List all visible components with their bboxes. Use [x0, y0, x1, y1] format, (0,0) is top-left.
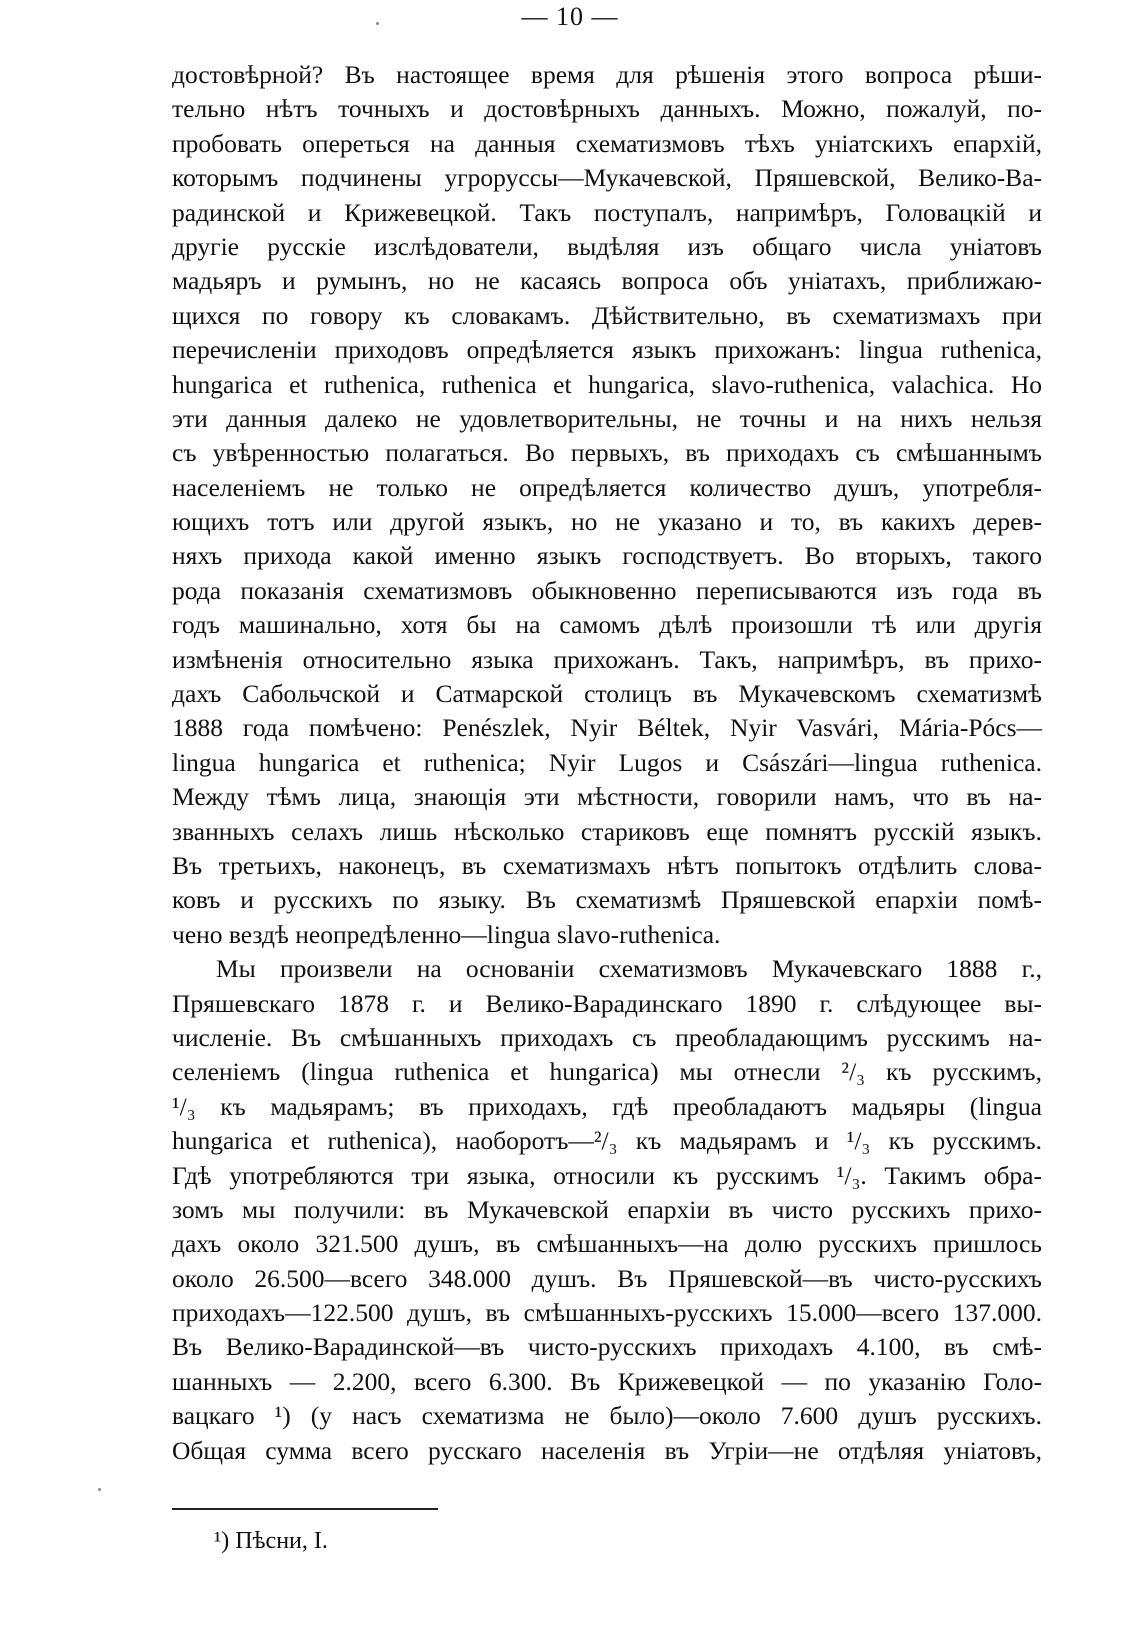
- text-line: Гдѣ употребляются три языка, относили къ русскимъ ¹/₃. Такимъ обра-: [172, 1160, 1042, 1190]
- text-line: ковъ и русскихъ по языку. Въ схематизмѣ Пряшевской епархіи помѣ-: [172, 885, 1042, 915]
- text-line: Мы произвели на основаніи схематизмовъ Мукачевскаго 1888 г.,: [216, 954, 1042, 984]
- text-line: селеніемъ (lingua ruthenica et hungarica) мы отнесли ²/₃ къ русскимъ,: [172, 1057, 1042, 1087]
- text-line: радинской и Крижевецкой. Такъ поступалъ, напримѣръ, Головацкій и: [172, 197, 1042, 227]
- text-line: чено вездѣ неопредѣленно—lingua slavo-ruthenica.: [172, 919, 721, 949]
- text-line: 1888 года помѣчено: Penészlek, Nyir Béltek, Nyir Vasvári, Mária-Pócs—: [172, 713, 1042, 743]
- footnote: ¹) Пѣсни, I.: [214, 1528, 328, 1554]
- text-line: эти данныя далеко не удовлетворительны, не точны и на нихъ нельзя: [172, 403, 1042, 433]
- text-line: тельно нѣтъ точныхъ и достовѣрныхъ данныхъ. Можно, пожалуй, по-: [172, 94, 1042, 124]
- text-line: Между тѣмъ лица, знающія эти мѣстности, говорили намъ, что въ на-: [172, 782, 1042, 812]
- text-line: званныхъ селахъ лишь нѣсколько стариковъ еще помнятъ русскій языкъ.: [172, 816, 1042, 846]
- text-line: Въ Велико-Варадинской—въ чисто-русскихъ приходахъ 4.100, въ смѣ-: [172, 1332, 1042, 1362]
- text-line: рода показанія схематизмовъ обыкновенно переписываются изъ года въ: [172, 575, 1042, 605]
- text-line: ющихъ тотъ или другой языкъ, но не указано и то, въ какихъ дерев-: [172, 507, 1042, 537]
- text-line: численіе. Въ смѣшанныхъ приходахъ съ преобладающимъ русскимъ на-: [172, 1022, 1042, 1052]
- text-line: няхъ прихода какой именно языкъ господствуетъ. Во вторыхъ, такого: [172, 541, 1042, 571]
- page-number: — 10 —: [521, 2, 619, 31]
- text-line: шанныхъ — 2.200, всего 6.300. Въ Крижевецкой — по указанію Голо-: [172, 1366, 1042, 1396]
- text-line: hungarica et ruthenica), наоборотъ—²/₃ къ мадьярамъ и ¹/₃ къ русскимъ.: [172, 1126, 1042, 1156]
- text-line: зомъ мы получили: въ Мукачевской епархіи въ чисто русскихъ прихо-: [172, 1194, 1042, 1224]
- text-line: ¹/₃ къ мадьярамъ; въ приходахъ, гдѣ преобладаютъ мадьяры (lingua: [172, 1091, 1042, 1121]
- scan-speck: [376, 22, 379, 25]
- text-line: Пряшевскаго 1878 г. и Велико-Варадинскаго 1890 г. слѣдующее вы-: [172, 988, 1042, 1018]
- text-line: hungarica et ruthenica, ruthenica et hungarica, slavo-ruthenica, valachica. Но: [172, 369, 1042, 399]
- text-line: вацкаго ¹) (у насъ схематизма не было)—около 7.600 душъ русскихъ.: [172, 1401, 1042, 1431]
- text-line: Въ третьихъ, наконецъ, въ схематизмахъ нѣтъ попытокъ отдѣлить слова-: [172, 850, 1042, 880]
- text-line: дахъ около 321.500 душъ, въ смѣшанныхъ—на долю русскихъ пришлось: [172, 1229, 1042, 1259]
- text-line: годъ машинально, хотя бы на самомъ дѣлѣ произошли тѣ или другія: [172, 610, 1042, 640]
- text-line: населеніемъ не только не опредѣляется количество душъ, употребля-: [172, 472, 1042, 502]
- footnote-divider: [172, 1508, 438, 1510]
- text-line: достовѣрной? Въ настоящее время для рѣшенія этого вопроса рѣши-: [172, 60, 1042, 89]
- text-line: съ увѣренностью полагаться. Во первыхъ, въ приходахъ съ смѣшаннымъ: [172, 438, 1042, 468]
- text-line: дахъ Сабольчской и Сатмарской столицъ въ Мукачевскомъ схематизмѣ: [172, 679, 1042, 709]
- text-line: мадьяръ и румынъ, но не касаясь вопроса объ уніатахъ, приближаю-: [172, 266, 1042, 296]
- body-text: [172, 58, 1042, 1468]
- text-line: lingua hungarica et ruthenica; Nyir Lugos и Császári—lingua ruthenica.: [172, 747, 1042, 777]
- text-line: измѣненія относительно языка прихожанъ. Такъ, напримѣръ, въ прихо-: [172, 644, 1042, 674]
- text-line: которымъ подчинены угроруссы—Мукачевской, Пряшевской, Велико-Ва-: [172, 163, 1042, 193]
- text-line: Общая сумма всего русскаго населенія въ Угріи—не отдѣляя уніатовъ,: [172, 1435, 1042, 1465]
- text-line: другіе русскіе изслѣдователи, выдѣляя изъ общаго числа уніатовъ: [172, 231, 1042, 261]
- text-line: щихся по говору къ словакамъ. Дѣйствительно, въ схематизмахъ при: [172, 300, 1042, 330]
- text-line: около 26.500—всего 348.000 душъ. Въ Пряшевской—въ чисто-русскихъ: [172, 1263, 1042, 1293]
- text-line: приходахъ—122.500 душъ, въ смѣшанныхъ-русскихъ 15.000—всего 137.000.: [172, 1298, 1042, 1328]
- scan-speck: [98, 1488, 101, 1491]
- text-line: пробовать опереться на данныя схематизмовъ тѣхъ уніатскихъ епархій,: [172, 128, 1042, 158]
- text-line: перечисленіи приходовъ опредѣляется языкъ прихожанъ: lingua ruthenica,: [172, 335, 1042, 365]
